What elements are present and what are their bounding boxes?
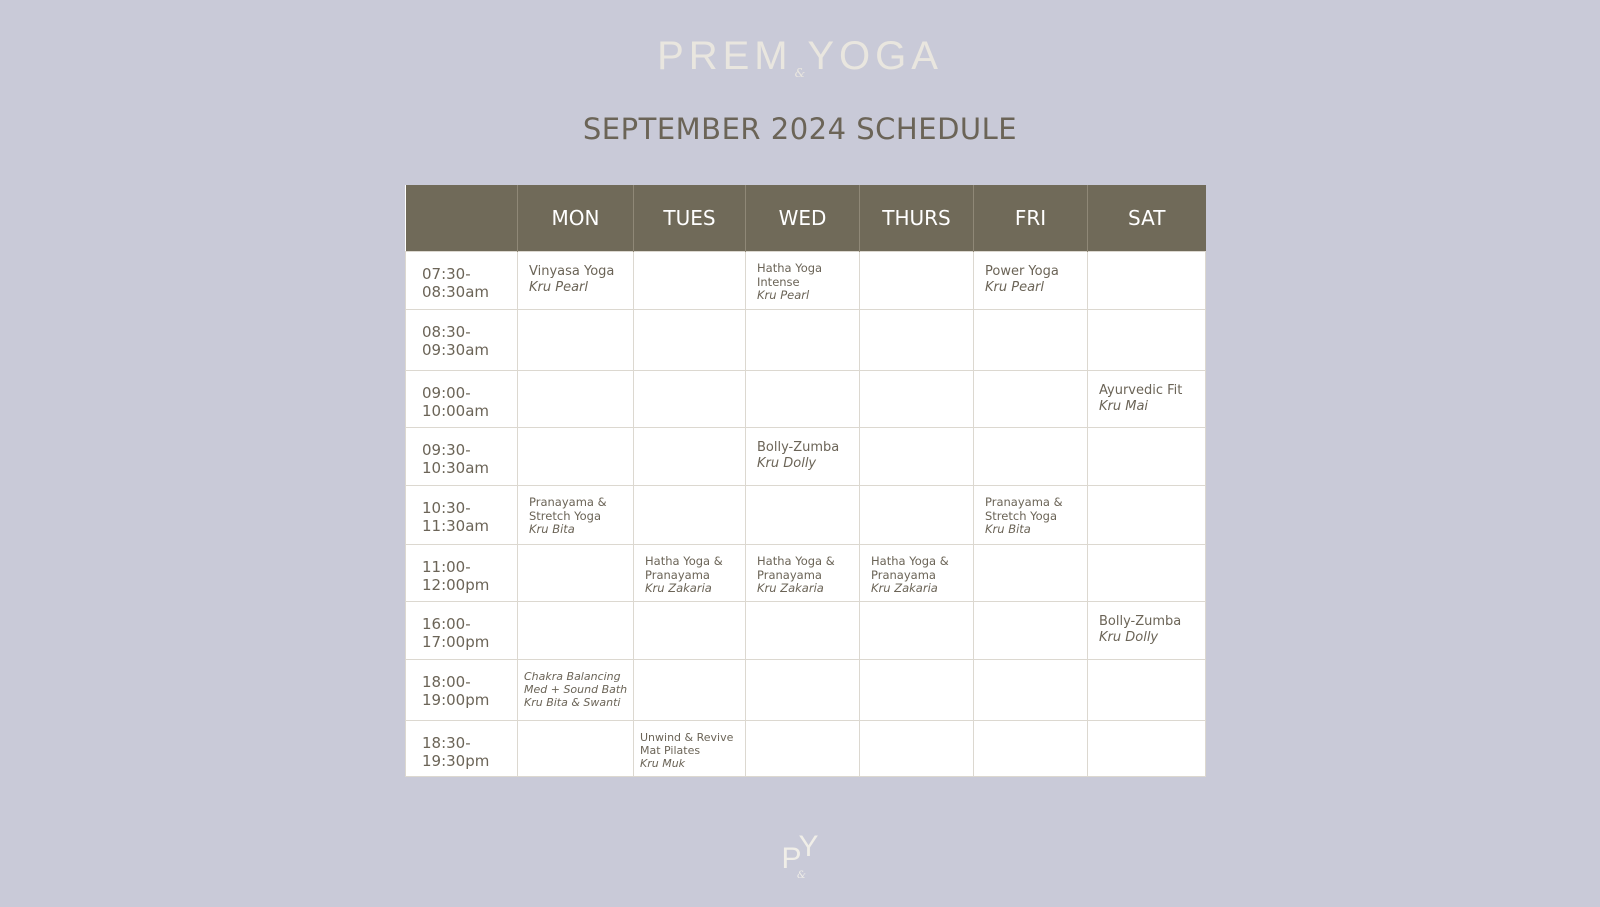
schedule-row [406,252,1206,310]
brand-logo-left: PREM [657,34,793,78]
schedule-row [406,310,1206,371]
class-name: Hatha Yoga & [645,554,723,568]
time-slot [406,721,517,770]
class-name: Vinyasa Yoga [529,264,615,279]
class-name: Pranayama & [985,495,1063,509]
class-entry [746,545,859,596]
time-slot-cell [406,721,518,777]
schedule-cell [746,602,860,660]
class-entry [746,428,859,472]
schedule-cell [860,660,974,721]
class-name: Bolly-Zumba [1099,614,1182,629]
class-name: Pranayama [645,567,710,582]
instructor-name: Kru Zakaria [645,581,712,595]
page-title: SEPTEMBER 2024 SCHEDULE [582,112,1018,146]
class-entry [974,486,1087,537]
schedule-cell [860,545,974,602]
time-slot-line: 12:00pm [422,576,490,594]
schedule-row [406,428,1206,486]
schedule-cell [974,660,1088,721]
class-name: Pranayama [871,567,936,582]
instructor-name: Kru Pearl [529,280,589,295]
schedule-cell [746,252,860,310]
schedule-cell [518,721,634,777]
class-entry [518,252,633,296]
time-slot-line: 08:30- [422,323,471,341]
time-slot-cell [406,486,518,545]
schedule-cell [860,721,974,777]
time-slot-cell [406,602,518,660]
class-name: Hatha Yoga & [757,554,835,568]
schedule-cell [860,428,974,486]
footer-logo-amp: & [797,870,806,881]
schedule-cell [746,371,860,428]
day-header: THURS [860,185,974,252]
footer-logo [0,830,1600,881]
schedule-cell [634,721,746,777]
class-name: Power Yoga [985,264,1059,279]
time-slot [406,545,517,594]
time-slot-line: 11:00- [422,558,471,576]
schedule-cell [974,371,1088,428]
class-name: Stretch Yoga [985,508,1058,523]
instructor-name: Kru Zakaria [871,581,938,595]
day-header: MON [518,185,634,252]
instructor-name: Kru Bita & Swanti [524,696,621,709]
schedule-cell [746,721,860,777]
time-slot-line: 18:30- [422,734,471,752]
schedule-cell [518,310,634,371]
class-entry [1088,371,1205,415]
time-slot-line: 10:30am [422,459,490,477]
schedule-cell [974,486,1088,545]
class-entry [518,660,633,709]
schedule-cell [518,486,634,545]
schedule-cell [1088,252,1206,310]
schedule-cell [860,371,974,428]
schedule-row [406,660,1206,721]
time-slot [406,428,517,477]
class-name: Ayurvedic Fit [1099,383,1183,398]
brand-logo-right: YOGA [807,34,943,78]
time-slot-line: 18:00- [422,673,471,691]
schedule-cell [974,428,1088,486]
instructor-name: Kru Pearl [985,280,1045,295]
schedule-cell [634,602,746,660]
schedule-cell [974,310,1088,371]
instructor-name: Kru Dolly [1099,630,1159,645]
class-name: Pranayama & [529,495,607,509]
schedule-cell [860,486,974,545]
brand-logo-amp: & [794,66,806,80]
class-name: Bolly-Zumba [757,440,840,455]
time-slot-line: 08:30am [422,283,490,301]
schedule-cell [634,252,746,310]
schedule-cell [1088,310,1206,371]
schedule-cell [974,602,1088,660]
class-name: Stretch Yoga [529,508,602,523]
schedule-cell [860,310,974,371]
time-slot [406,486,517,535]
schedule-cell [746,486,860,545]
class-name: Hatha Yoga & [871,554,949,568]
time-slot [406,310,517,359]
schedule-cell [860,602,974,660]
schedule-cell [860,252,974,310]
day-header: FRI [974,185,1088,252]
schedule-cell [1088,602,1206,660]
day-header: TUES [634,185,746,252]
instructor-name: Kru Mai [1099,399,1149,414]
schedule-row [406,545,1206,602]
time-slot [406,371,517,420]
time-column-header [406,185,518,252]
schedule-cell [1088,428,1206,486]
class-entry [634,545,745,596]
time-slot [406,660,517,709]
schedule-cell [746,545,860,602]
brand-logo [0,34,1600,80]
class-entry [1088,602,1205,646]
schedule-row [406,602,1206,660]
schedule-cell [518,252,634,310]
schedule-cell [1088,660,1206,721]
schedule-cell [518,545,634,602]
time-slot-cell [406,428,518,486]
class-entry [746,252,859,303]
class-entry [518,486,633,537]
class-name: Hatha Yoga [757,261,823,275]
instructor-name: Kru Bita [529,522,575,536]
schedule-table [405,185,1206,777]
time-slot-line: 09:00- [422,384,471,402]
schedule-cell [634,371,746,428]
instructor-name: Kru Pearl [757,288,810,302]
time-slot-cell [406,252,518,310]
time-slot-line: 10:00am [422,402,490,420]
day-header: SAT [1088,185,1206,252]
schedule-cell [746,660,860,721]
class-name: Chakra Balancing [524,670,621,683]
schedule-cell [634,428,746,486]
class-entry [634,721,745,770]
time-slot-line: 19:00pm [422,691,490,709]
schedule-cell [634,660,746,721]
time-slot-line: 09:30- [422,441,471,459]
time-slot-line: 19:30pm [422,752,490,770]
footer-logo-y: Y [798,830,819,863]
class-name: Unwind & Revive [640,731,734,744]
class-entry [974,252,1087,296]
time-slot-line: 11:30am [422,517,490,535]
class-name: Pranayama [757,567,822,582]
instructor-name: Kru Zakaria [757,581,824,595]
time-slot-line: 07:30- [422,265,471,283]
schedule-cell [518,371,634,428]
time-slot-cell [406,660,518,721]
time-slot [406,602,517,651]
footer-logo-p: P [781,842,802,875]
schedule-row [406,721,1206,777]
schedule-cell [974,545,1088,602]
class-name: Med + Sound Bath [524,683,628,696]
day-header: WED [746,185,860,252]
schedule-row [406,371,1206,428]
class-name: Mat Pilates [640,744,701,757]
time-slot-cell [406,545,518,602]
instructor-name: Kru Dolly [757,456,817,471]
schedule-cell [1088,721,1206,777]
time-slot-line: 10:30- [422,499,471,517]
header-row [406,185,1206,252]
schedule-cell [746,310,860,371]
schedule-cell [634,545,746,602]
schedule-cell [518,660,634,721]
schedule-cell [1088,486,1206,545]
schedule-cell [974,252,1088,310]
schedule-cell [1088,371,1206,428]
class-name: Intense [757,274,800,289]
schedule-row [406,486,1206,545]
schedule-cell [518,602,634,660]
schedule-cell [518,428,634,486]
time-slot-cell [406,310,518,371]
schedule-cell [974,721,1088,777]
time-slot [406,252,517,301]
class-entry [860,545,973,596]
time-slot-line: 16:00- [422,615,471,633]
instructor-name: Kru Muk [640,757,686,770]
time-slot-cell [406,371,518,428]
time-slot-line: 09:30am [422,341,490,359]
schedule-cell [1088,545,1206,602]
schedule-cell [746,428,860,486]
schedule-cell [634,486,746,545]
schedule-cell [634,310,746,371]
instructor-name: Kru Bita [985,522,1031,536]
time-slot-line: 17:00pm [422,633,490,651]
